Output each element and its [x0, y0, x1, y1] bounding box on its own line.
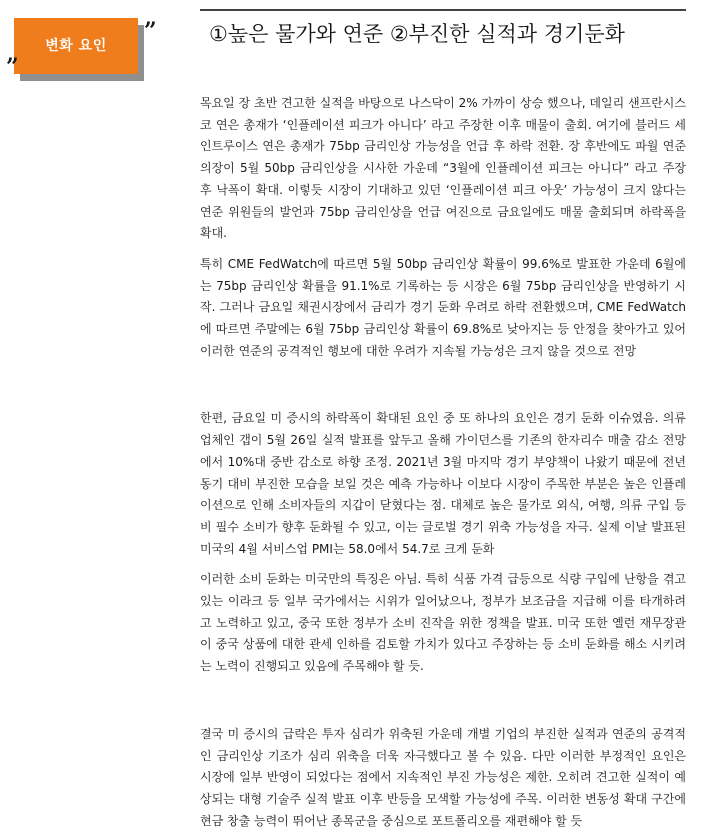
paragraph-1: 목요일 장 초반 견고한 실적을 바탕으로 나스닥이 2% 가까이 상승 했으나, 데일리 샌프란시스코 연은 총재가 ‘인플레이션 피크가 아니다’ 라고 주장한 이후 매물이 출회. 여기에 블러드 세인트루이스 연은 총재가 75bp 금리인상 가능성을 언급 후 하락 전환. 장 후반에도 파월 연준의장이 5월 50bp 금리인상을 시사한 가운데 “3월에 인플레이션 피크는 아니다” 라고 주장 후 낙폭이 확대. 이렇듯 시장이 기대하고 있던 ‘인플레이션 피크 아웃’ 가능성이 크지 않다는 연준 위원들의 발언과 75bp 금리인상을 언급 여진으로 금요일에도 매물 출회되며 하락폭을 확대.	[200, 96, 686, 241]
top-divider	[200, 9, 686, 11]
paragraph-spacer	[200, 560, 686, 569]
paragraph-3: 한편, 금요일 미 증시의 하락폭이 확대된 요인 중 또 하나의 요인은 경기 둔화 이슈였음. 의류 업체인 갭이 5월 26일 실적 발표를 앞두고 올해 가이던스를 기존의 한자리수 매출 감소 전망에서 10%대 중반 감소로 하향 조정. 2021년 3월 마지막 경기 부양책이 나왔기 때문에 전년 동기 대비 부진한 모습을 보일 것은 예측 가능하나 이보다 시장이 주목한 부분은 높은 인플레이션으로 인해 소비자들의 지갑이 닫혔다는 점. 대체로 높은 물가로 외식, 여행, 의류 구입 등 비 필수 소비가 향후 둔화될 수 있고, 이는 글로벌 경기 위축 가능성을 자극. 실제 이날 발표된 미국의 4월 서비스업 PMI는 58.0에서 54.7로 크게 둔화	[200, 411, 686, 556]
paragraph-spacer	[200, 245, 686, 254]
paragraph-4: 이러한 소비 둔화는 미국만의 특징은 아님. 특히 식품 가격 급등으로 식량 구입에 난항을 겪고 있는 이라크 등 일부 국가에서는 시위가 일어났으나, 정부가 보조금을 지급해 이를 타개하려고 노력하고 있고, 중국 또한 정부가 소비 진작을 위한 정책을 발표. 미국 또한 옐런 재무장관이 중국 상품에 대한 관세 인하를 검토할 가치가 있다고 주장하는 등 소비 둔화를 해소 시키려는 노력이 진행되고 있음에 주목해야 할 듯.	[200, 572, 686, 674]
report-body	[200, 93, 686, 832]
paragraph-5: 결국 미 증시의 급락은 투자 심리가 위축된 가운데 개별 기업의 부진한 실적과 연준의 공격적인 금리인상 기조가 심리 위축을 더욱 자극했다고 볼 수 있음. 다만 이러한 부정적인 요인은 시장에 일부 반영이 되었다는 점에서 지속적인 부진 가능성은 제한. 오히려 견고한 실적이 예상되는 대형 기술주 실적 발표 이후 반등을 모색할 가능성에 주목. 이러한 변동성 확대 구간에 현금 창출 능력이 뛰어난 종목군을 중심으로 포트폴리오를 재편해야 할 듯	[200, 726, 686, 828]
page-title: ①높은 물가와 연준 ②부진한 실적과 경기둔화	[209, 22, 625, 46]
section-spacer	[200, 678, 686, 724]
quote-mark-open: ”	[6, 54, 19, 80]
section-tag	[14, 18, 138, 74]
quote-mark-close: ”	[144, 18, 157, 44]
section-spacer	[200, 362, 686, 408]
paragraph-2: 특히 CME FedWatch에 따르면 5월 50bp 금리인상 확률이 99.6%로 발표한 가운데 6월에는 75bp 금리인상 확률을 91.1%로 기록하는 등 시장은 6월 75bp 금리인상을 반영하기 시작. 그러나 금요일 채권시장에서 금리가 경기 둔화 우려로 하락 전환했으며, CME FedWatch에 따르면 주말에는 6월 75bp 금리인상 확률이 69.8%로 낮아지는 등 안정을 찾아가고 있어 이러한 연준의 공격적인 행보에 대한 우려가 지속될 가능성은 크지 않을 것으로 전망	[200, 256, 686, 358]
section-tag-label: 변화 요인	[45, 38, 107, 54]
